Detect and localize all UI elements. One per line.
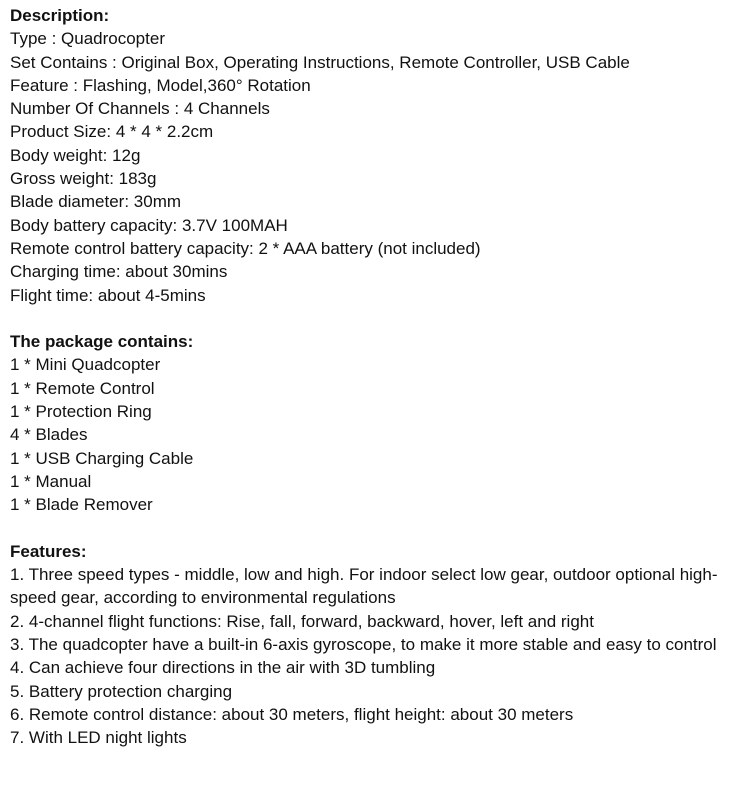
description-line: Charging time: about 30mins [10, 262, 228, 282]
package-heading: The package contains: [10, 332, 194, 352]
package-item: 4 * Blades [10, 425, 88, 445]
package-item: 1 * Protection Ring [10, 402, 152, 422]
package-item: 1 * Blade Remover [10, 495, 153, 515]
features-heading: Features: [10, 541, 87, 561]
description-line: Body weight: 12g [10, 145, 141, 165]
description-line: Gross weight: 183g [10, 169, 157, 189]
features-section [10, 540, 738, 750]
feature-item: 2. 4-channel flight functions: Rise, fall, forward, backward, hover, left and right [10, 611, 594, 631]
description-line: Number Of Channels : 4 Channels [10, 99, 270, 119]
feature-item: 3. The quadcopter have a built-in 6-axis gyroscope, to make it more stable and easy to control [10, 635, 717, 655]
feature-item: 7. With LED night lights [10, 728, 187, 748]
description-line: Body battery capacity: 3.7V 100MAH [10, 215, 288, 235]
feature-item: 6. Remote control distance: about 30 meters, flight height: about 30 meters [10, 704, 574, 724]
description-line: Product Size: 4 * 4 * 2.2cm [10, 122, 214, 142]
description-line: Type : Quadrocopter [10, 29, 165, 49]
package-item: 1 * Remote Control [10, 378, 155, 398]
package-section [10, 330, 738, 516]
description-heading: Description: [10, 6, 110, 25]
description-line: Flight time: about 4-5mins [10, 285, 206, 305]
description-line: Set Contains : Original Box, Operating Instructions, Remote Controller, USB Cable [10, 52, 630, 72]
description-section [10, 4, 738, 307]
package-item: 1 * Mini Quadcopter [10, 355, 161, 375]
description-line: Remote control battery capacity: 2 * AAA battery (not included) [10, 238, 481, 258]
product-spec-document [10, 4, 738, 750]
feature-item: 1. Three speed types - middle, low and high. For indoor select low gear, outdoor optional high-speed gear, according to environmental regulations [10, 565, 718, 608]
package-item: 1 * USB Charging Cable [10, 448, 194, 468]
package-item: 1 * Manual [10, 471, 92, 491]
feature-item: 5. Battery protection charging [10, 681, 233, 701]
description-line: Blade diameter: 30mm [10, 192, 182, 212]
feature-item: 4. Can achieve four directions in the air with 3D tumbling [10, 658, 436, 678]
description-line: Feature : Flashing, Model,360° Rotation [10, 75, 311, 95]
